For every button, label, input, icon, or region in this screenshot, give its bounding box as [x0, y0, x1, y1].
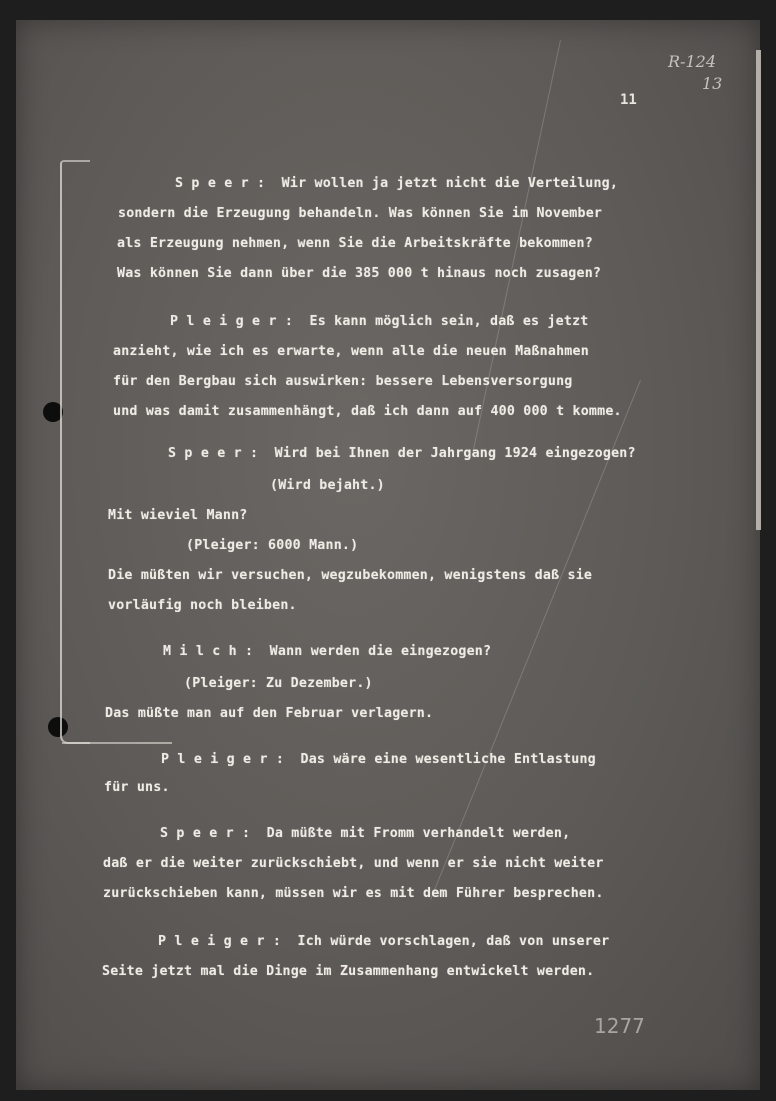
text-line: S p e e r : Wir wollen ja jetzt nicht die Verteilung, — [175, 176, 619, 191]
text-line: Die müßten wir versuchen, wegzubekommen, wenigstens daß sie — [108, 568, 593, 583]
text-line: als Erzeugung nehmen, wenn Sie die Arbeitskräfte bekommen? — [117, 236, 593, 251]
text-line: M i l c h : Wann werden die eingezogen? — [163, 644, 492, 659]
text-line: Seite jetzt mal die Dinge im Zusammenhang entwickelt werden. — [102, 964, 595, 979]
text-line: Was können Sie dann über die 385 000 t hinaus noch zusagen? — [117, 266, 602, 281]
text-line: für den Bergbau sich auswirken: bessere Lebensversorgung — [113, 374, 573, 389]
archive-note-line-2: 13 — [702, 74, 723, 93]
text-line: zurückschieben kann, müssen wir es mit dem Führer besprechen. — [103, 886, 604, 901]
text-line: P l e i g e r : Das wäre eine wesentliche Entlastung — [161, 752, 596, 767]
text-line: vorläufig noch bleiben. — [108, 598, 297, 613]
page-edge — [756, 50, 761, 530]
text-line: (Pleiger: 6000 Mann.) — [186, 538, 359, 553]
archive-stamp-number: 1277 — [594, 1014, 645, 1038]
text-line: und was damit zusammenhängt, daß ich dann auf 400 000 t komme. — [113, 404, 622, 419]
text-line: Das müßte man auf den Februar verlagern. — [105, 706, 434, 721]
archive-note-line-1: R-124 — [668, 52, 716, 71]
text-line: für uns. — [104, 780, 170, 795]
text-line: anzieht, wie ich es erwarte, wenn alle die neuen Maßnahmen — [113, 344, 589, 359]
text-line: sondern die Erzeugung behandeln. Was können Sie im November — [118, 206, 603, 221]
text-line: (Wird bejaht.) — [270, 478, 385, 493]
text-line: S p e e r : Wird bei Ihnen der Jahrgang 1924 eingezogen? — [168, 446, 636, 461]
text-line: P l e i g e r : Ich würde vorschlagen, daß von unserer — [158, 934, 610, 949]
text-line: P l e i g e r : Es kann möglich sein, daß es jetzt — [170, 314, 589, 329]
text-line: (Pleiger: Zu Dezember.) — [184, 676, 373, 691]
margin-bracket-mark — [60, 160, 90, 744]
text-line: Mit wieviel Mann? — [108, 508, 248, 523]
page-number: 11 — [620, 92, 637, 108]
text-line: daß er die weiter zurückschiebt, und wenn er sie nicht weiter — [103, 856, 604, 871]
text-line: S p e e r : Da müßte mit Fromm verhandelt werden, — [160, 826, 571, 841]
